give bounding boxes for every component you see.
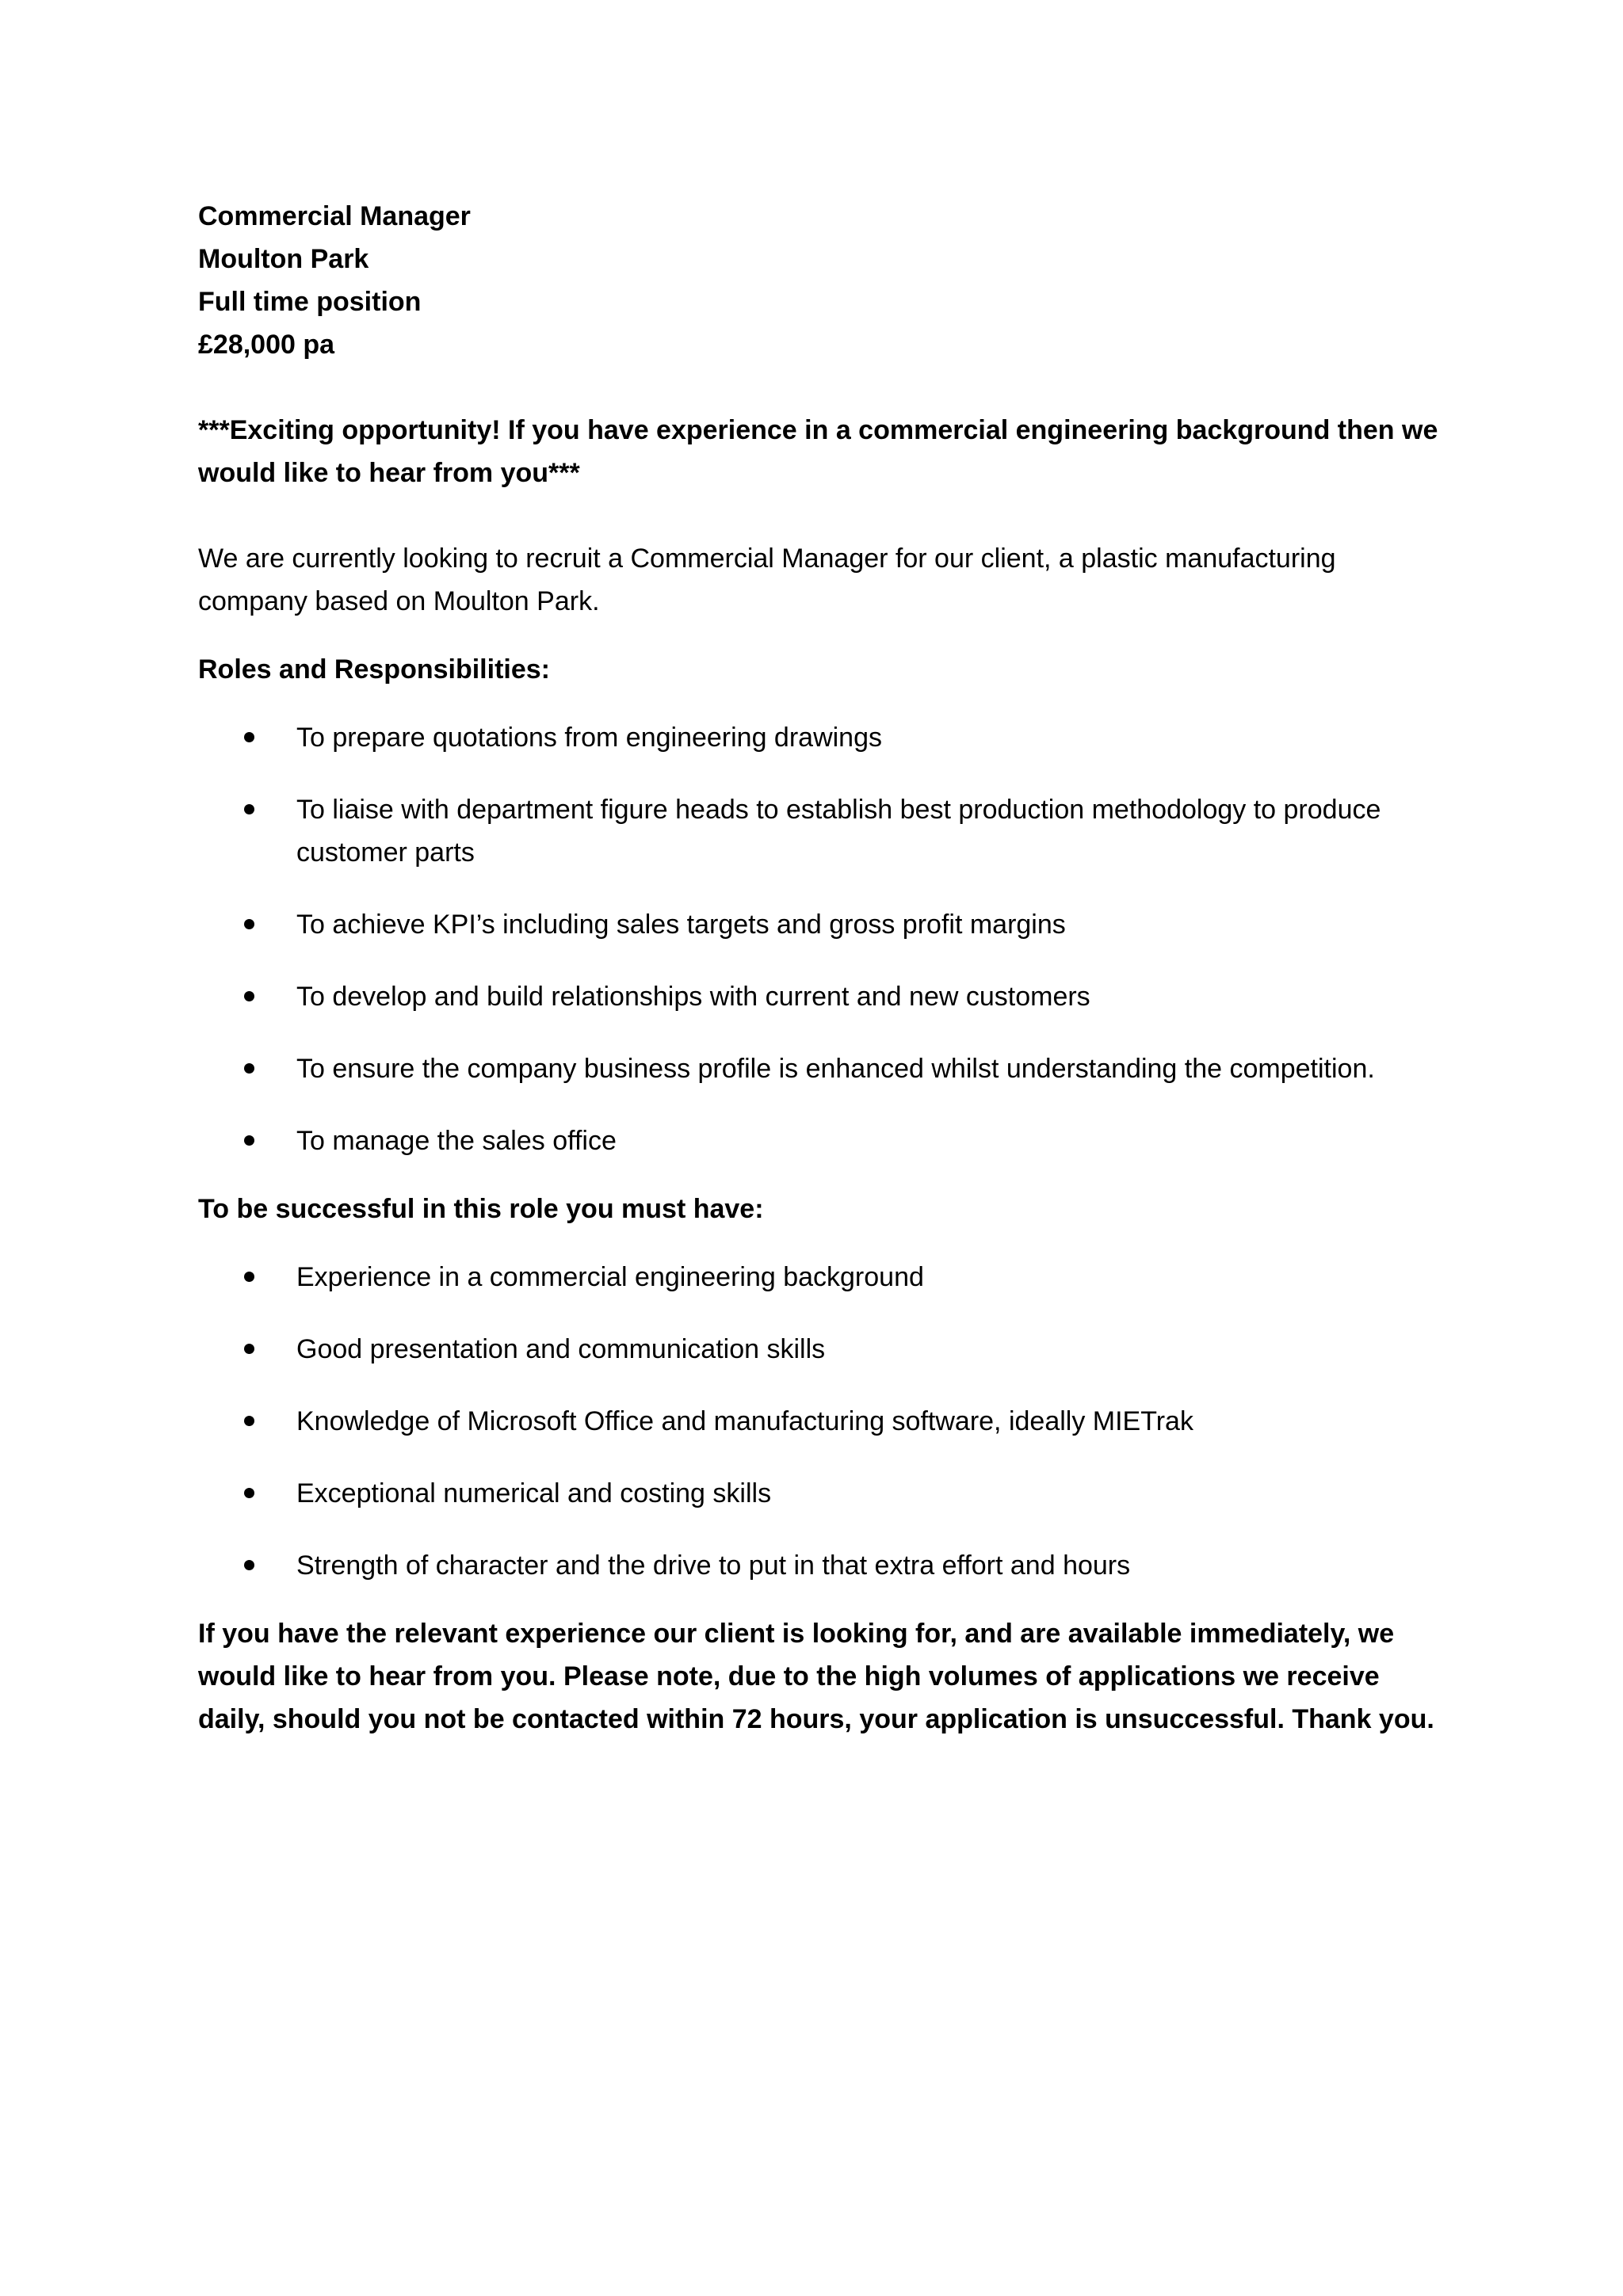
list-item-text: Knowledge of Microsoft Office and manufacturing software, ideally MIETrak	[296, 1406, 1193, 1436]
job-salary: £28,000 pa	[198, 330, 335, 360]
list-item	[198, 975, 1450, 1018]
job-header	[198, 195, 1450, 366]
list-item	[198, 903, 1450, 946]
bullet-icon	[244, 1416, 254, 1426]
list-item-text: Experience in a commercial engineering background	[296, 1262, 924, 1292]
list-item	[198, 1119, 1450, 1162]
intro-banner: ***Exciting opportunity! If you have experience in a commercial engineering background then we would like to hear from you***	[198, 415, 1438, 488]
list-item	[198, 1328, 1450, 1371]
list-item-text: To manage the sales office	[296, 1126, 617, 1156]
list-item-text: To prepare quotations from engineering drawings	[296, 723, 883, 753]
responsibilities-list	[198, 716, 1450, 1162]
bullet-icon	[244, 1560, 254, 1570]
bullet-icon	[244, 1135, 254, 1146]
bullet-icon	[244, 1344, 254, 1354]
closing-statement: If you have the relevant experience our client is looking for, and are available immediately, we would like to hear from you. Please note, due to the high volumes of applications we receive daily, should you not be contacted within 72 hours, your application is unsuccessful. Thank you.	[198, 1619, 1434, 1734]
requirements-list	[198, 1256, 1450, 1587]
job-title: Commercial Manager	[198, 201, 471, 231]
list-item	[198, 788, 1450, 874]
list-item	[198, 1400, 1450, 1443]
list-item-text: Strength of character and the drive to put in that extra effort and hours	[296, 1550, 1131, 1581]
job-contract-type: Full time position	[198, 287, 422, 317]
job-description: We are currently looking to recruit a Commercial Manager for our client, a plastic manufacturing company based on Moulton Park.	[198, 543, 1336, 616]
responsibilities-heading: Roles and Responsibilities:	[198, 654, 550, 685]
bullet-icon	[244, 919, 254, 929]
bullet-icon	[244, 1063, 254, 1074]
bullet-icon	[244, 1272, 254, 1282]
bullet-icon	[244, 804, 254, 814]
list-item-text: Good presentation and communication skills	[296, 1334, 826, 1364]
list-item	[198, 1256, 1450, 1299]
list-item	[198, 1472, 1450, 1515]
list-item-text: To liaise with department figure heads to establish best production methodology to produce customer parts	[296, 795, 1381, 868]
list-item	[198, 716, 1450, 759]
job-advert-document	[198, 195, 1450, 1741]
bullet-icon	[244, 1488, 254, 1498]
list-item	[198, 1047, 1450, 1090]
list-item-text: To achieve KPI’s including sales targets and gross profit margins	[296, 910, 1066, 940]
job-location: Moulton Park	[198, 244, 369, 274]
list-item	[198, 1544, 1450, 1587]
bullet-icon	[244, 991, 254, 1001]
requirements-heading: To be successful in this role you must have:	[198, 1194, 764, 1224]
list-item-text: Exceptional numerical and costing skills	[296, 1478, 772, 1508]
list-item-text: To develop and build relationships with current and new customers	[296, 982, 1090, 1012]
bullet-icon	[244, 732, 254, 742]
list-item-text: To ensure the company business profile is enhanced whilst understanding the competition.	[296, 1054, 1375, 1084]
